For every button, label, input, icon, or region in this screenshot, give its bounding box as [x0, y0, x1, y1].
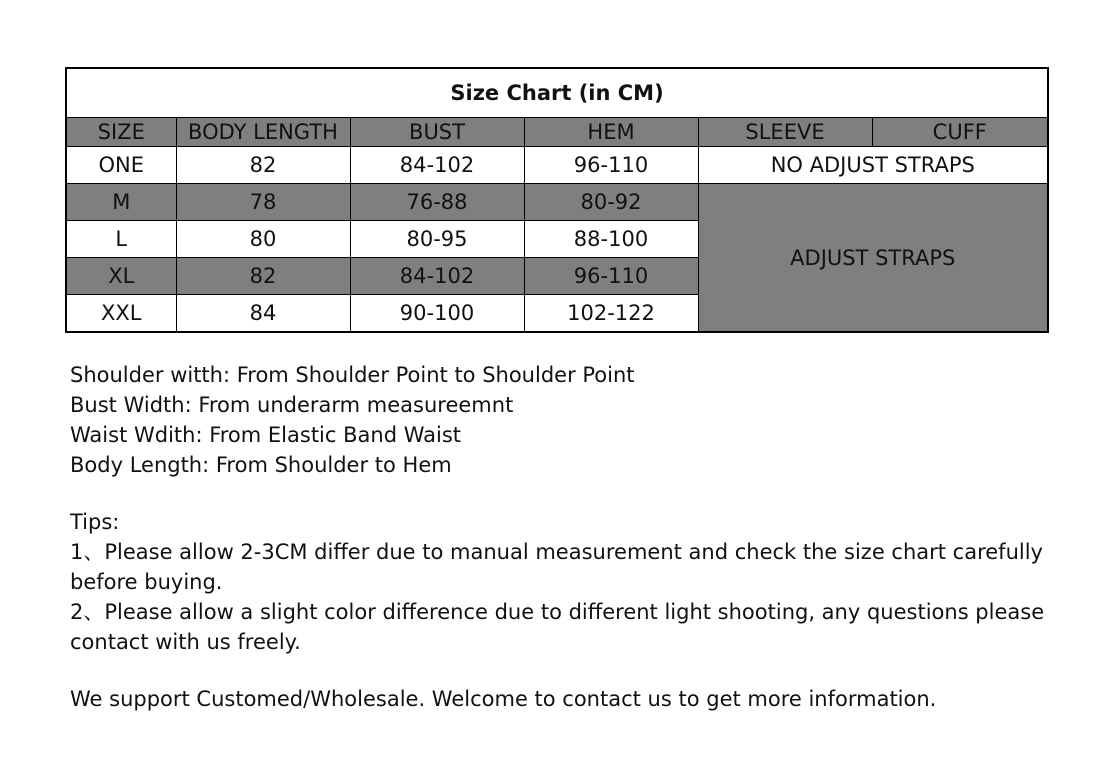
- cell-size: XL: [66, 258, 176, 295]
- cell-bust: 76-88: [350, 184, 524, 221]
- cell-size: ONE: [66, 147, 176, 184]
- header-size: SIZE: [66, 118, 176, 147]
- table-title-row: [66, 68, 1048, 118]
- cell-hem: 80-92: [524, 184, 698, 221]
- header-hem: HEM: [524, 118, 698, 147]
- cell-bust: 90-100: [350, 295, 524, 333]
- measurement-note-shoulder: Shoulder witth: From Shoulder Point to Shoulder Point: [70, 363, 635, 387]
- table-row: [66, 147, 1048, 184]
- header-bust: BUST: [350, 118, 524, 147]
- cell-hem: 88-100: [524, 221, 698, 258]
- cell-size: M: [66, 184, 176, 221]
- header-body-length: BODY LENGTH: [176, 118, 350, 147]
- table-row: [66, 184, 1048, 221]
- cell-body-length: 82: [176, 258, 350, 295]
- table-header-row: [66, 118, 1048, 147]
- cell-body-length: 78: [176, 184, 350, 221]
- cell-hem: 102-122: [524, 295, 698, 333]
- cell-bust: 84-102: [350, 147, 524, 184]
- footer-note: We support Customed/Wholesale. Welcome to contact us to get more information.: [70, 687, 937, 711]
- notes-section: [70, 360, 1070, 714]
- table-title: Size Chart (in CM): [66, 68, 1048, 118]
- cell-hem: 96-110: [524, 258, 698, 295]
- measurement-note-waist: Waist Wdith: From Elastic Band Waist: [70, 423, 461, 447]
- measurement-note-body-length: Body Length: From Shoulder to Hem: [70, 453, 452, 477]
- tip-item-2: 2、Please allow a slight color difference due to different light shooting, any questions please contact with us freely.: [70, 600, 1045, 654]
- no-adjust-straps-cell: NO ADJUST STRAPS: [698, 147, 1048, 184]
- cell-hem: 96-110: [524, 147, 698, 184]
- adjust-straps-cell: ADJUST STRAPS: [698, 184, 1048, 333]
- cell-body-length: 80: [176, 221, 350, 258]
- tip-item-1: 1、Please allow 2-3CM differ due to manual measurement and check the size chart carefully before buying.: [70, 540, 1043, 594]
- header-sleeve: SLEEVE: [698, 118, 872, 147]
- cell-body-length: 84: [176, 295, 350, 333]
- cell-body-length: 82: [176, 147, 350, 184]
- cell-bust: 84-102: [350, 258, 524, 295]
- cell-size: XXL: [66, 295, 176, 333]
- cell-size: L: [66, 221, 176, 258]
- cell-bust: 80-95: [350, 221, 524, 258]
- tips-heading: Tips:: [70, 510, 120, 534]
- measurement-note-bust: Bust Width: From underarm measureemnt: [70, 393, 514, 417]
- size-chart-table: [65, 67, 1049, 333]
- header-cuff: CUFF: [872, 118, 1048, 147]
